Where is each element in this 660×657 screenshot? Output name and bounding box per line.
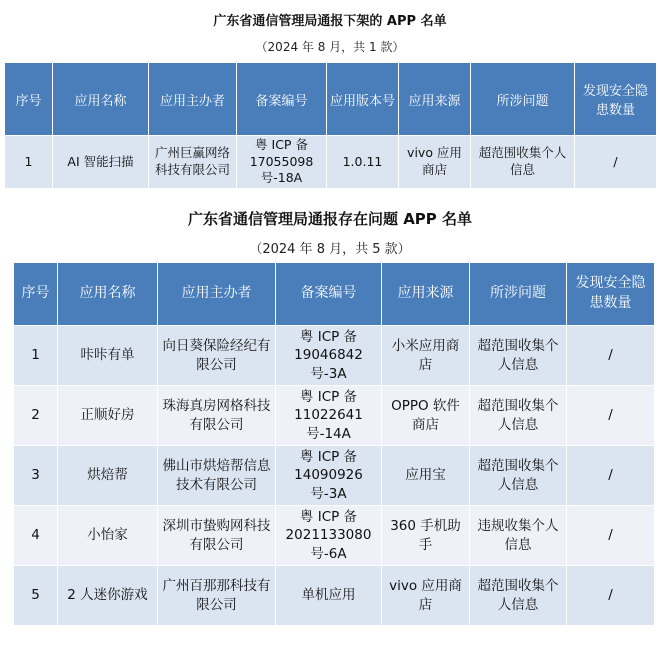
col-header-index: 序号 bbox=[5, 63, 53, 136]
col-header-sponsor: 应用主办者 bbox=[149, 63, 237, 136]
table2-subtitle: （2024 年 8 月，共 5 款） bbox=[249, 242, 411, 257]
col-header-issue: 所涉问题 bbox=[470, 263, 567, 326]
table-row bbox=[14, 326, 655, 386]
cell-index: 5 bbox=[14, 566, 58, 626]
cell-record-no: 粤 ICP 备 2021133080 号-6A bbox=[276, 506, 382, 566]
col-header-app-name: 应用名称 bbox=[58, 263, 158, 326]
cell-app-name: 小怡家 bbox=[58, 506, 158, 566]
cell-index: 4 bbox=[14, 506, 58, 566]
cell-app-name: 正顺好房 bbox=[58, 386, 158, 446]
col-header-record-no: 备案编号 bbox=[237, 63, 327, 136]
cell-record-no: 粤 ICP 备 17055098 号-18A bbox=[237, 136, 327, 189]
cell-risk-count: / bbox=[567, 386, 655, 446]
cell-source: 应用宝 bbox=[382, 446, 470, 506]
cell-sponsor: 广州百那那科技有限公司 bbox=[158, 566, 276, 626]
cell-source: 小米应用商店 bbox=[382, 326, 470, 386]
cell-app-name: AI 智能扫描 bbox=[53, 136, 149, 189]
cell-source: vivo 应用商店 bbox=[399, 136, 471, 189]
cell-issue: 超范围收集个人信息 bbox=[471, 136, 575, 189]
problem-apps-table bbox=[13, 262, 655, 626]
cell-record-no: 粤 ICP 备 11022641 号-14A bbox=[276, 386, 382, 446]
table1-subtitle: （2024 年 8 月，共 1 款） bbox=[255, 40, 405, 54]
cell-risk-count: / bbox=[575, 136, 657, 189]
cell-record-no: 粤 ICP 备 14090926 号-3A bbox=[276, 446, 382, 506]
table-row bbox=[14, 506, 655, 566]
table-row bbox=[5, 136, 657, 189]
table-header-row bbox=[5, 63, 657, 136]
cell-sponsor: 向日葵保险经纪有限公司 bbox=[158, 326, 276, 386]
cell-risk-count: / bbox=[567, 506, 655, 566]
col-header-source: 应用来源 bbox=[382, 263, 470, 326]
cell-index: 3 bbox=[14, 446, 58, 506]
col-header-source: 应用来源 bbox=[399, 63, 471, 136]
cell-app-name: 烘焙帮 bbox=[58, 446, 158, 506]
table-row bbox=[14, 566, 655, 626]
col-header-risk-count: 发现安全隐患数量 bbox=[567, 263, 655, 326]
table1-title: 广东省通信管理局通报下架的 APP 名单 bbox=[213, 14, 447, 29]
cell-record-no: 粤 ICP 备 19046842 号-3A bbox=[276, 326, 382, 386]
cell-app-name: 2 人迷你游戏 bbox=[58, 566, 158, 626]
cell-issue: 超范围收集个人信息 bbox=[470, 566, 567, 626]
cell-sponsor: 佛山市烘焙帮信息技术有限公司 bbox=[158, 446, 276, 506]
cell-risk-count: / bbox=[567, 566, 655, 626]
cell-index: 1 bbox=[14, 326, 58, 386]
table2-title: 广东省通信管理局通报存在问题 APP 名单 bbox=[187, 210, 473, 228]
col-header-index: 序号 bbox=[14, 263, 58, 326]
cell-source: OPPO 软件商店 bbox=[382, 386, 470, 446]
cell-record-no: 单机应用 bbox=[276, 566, 382, 626]
cell-issue: 超范围收集个人信息 bbox=[470, 386, 567, 446]
cell-sponsor: 珠海真房网格科技有限公司 bbox=[158, 386, 276, 446]
col-header-sponsor: 应用主办者 bbox=[158, 263, 276, 326]
col-header-issue: 所涉问题 bbox=[471, 63, 575, 136]
cell-issue: 超范围收集个人信息 bbox=[470, 446, 567, 506]
table-row bbox=[14, 386, 655, 446]
cell-issue: 违规收集个人信息 bbox=[470, 506, 567, 566]
table-header-row bbox=[14, 263, 655, 326]
cell-source: vivo 应用商店 bbox=[382, 566, 470, 626]
cell-index: 1 bbox=[5, 136, 53, 189]
cell-sponsor: 深圳市蛰购网科技有限公司 bbox=[158, 506, 276, 566]
col-header-record-no: 备案编号 bbox=[276, 263, 382, 326]
cell-issue: 超范围收集个人信息 bbox=[470, 326, 567, 386]
col-header-app-name: 应用名称 bbox=[53, 63, 149, 136]
cell-risk-count: / bbox=[567, 446, 655, 506]
cell-version: 1.0.11 bbox=[327, 136, 399, 189]
cell-app-name: 咔咔有单 bbox=[58, 326, 158, 386]
col-header-risk-count: 发现安全隐患数量 bbox=[575, 63, 657, 136]
cell-index: 2 bbox=[14, 386, 58, 446]
cell-risk-count: / bbox=[567, 326, 655, 386]
cell-source: 360 手机助手 bbox=[382, 506, 470, 566]
col-header-version: 应用版本号 bbox=[327, 63, 399, 136]
cell-sponsor: 广州巨赢网络科技有限公司 bbox=[149, 136, 237, 189]
table-row bbox=[14, 446, 655, 506]
removed-apps-table bbox=[4, 62, 657, 189]
